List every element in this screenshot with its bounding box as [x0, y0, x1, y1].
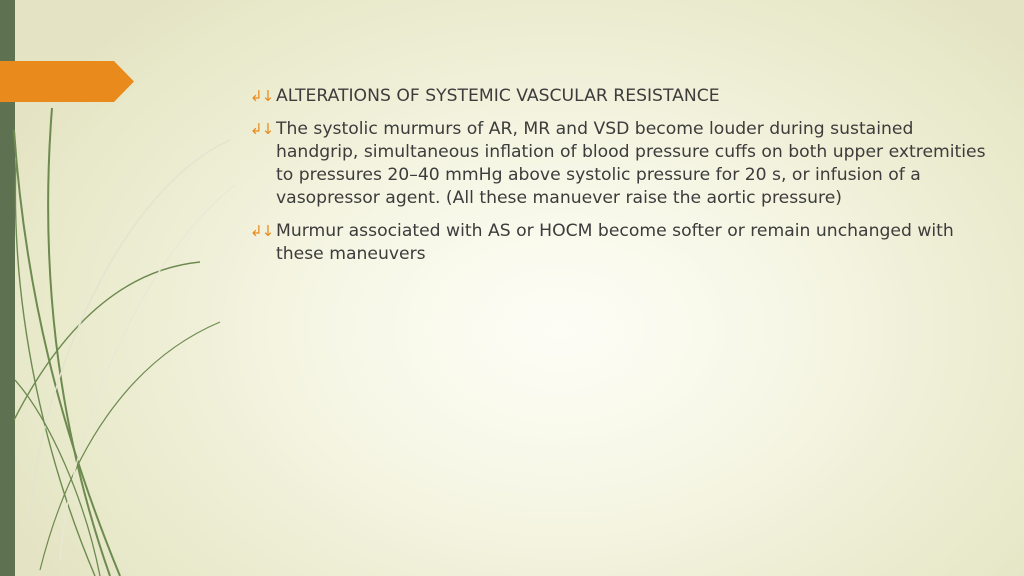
bullet-text: Murmur associated with AS or HOCM become softer or remain unchanged with these maneuvers: [276, 221, 954, 264]
bullet-item: [250, 118, 990, 210]
bullet-item: [250, 85, 990, 108]
orange-tab: [0, 61, 134, 102]
arrow-bullet-icon: ↲↓: [250, 120, 274, 138]
slide-content: [250, 85, 990, 276]
arrow-bullet-icon: ↲↓: [250, 87, 274, 105]
bullet-text: ALTERATIONS OF SYSTEMIC VASCULAR RESISTANCE: [276, 86, 720, 106]
bullet-item: [250, 220, 990, 266]
arrow-bullet-icon: ↲↓: [250, 222, 274, 240]
bullet-text: The systolic murmurs of AR, MR and VSD become louder during sustained handgrip, simultaneous inflation of blood pressure cuffs on both upper extremities to pressures 20–40 mmHg above systolic pressure for 20 s, or infusion of a vasopressor agent. (All these manuever raise the aortic pressure): [276, 119, 986, 208]
